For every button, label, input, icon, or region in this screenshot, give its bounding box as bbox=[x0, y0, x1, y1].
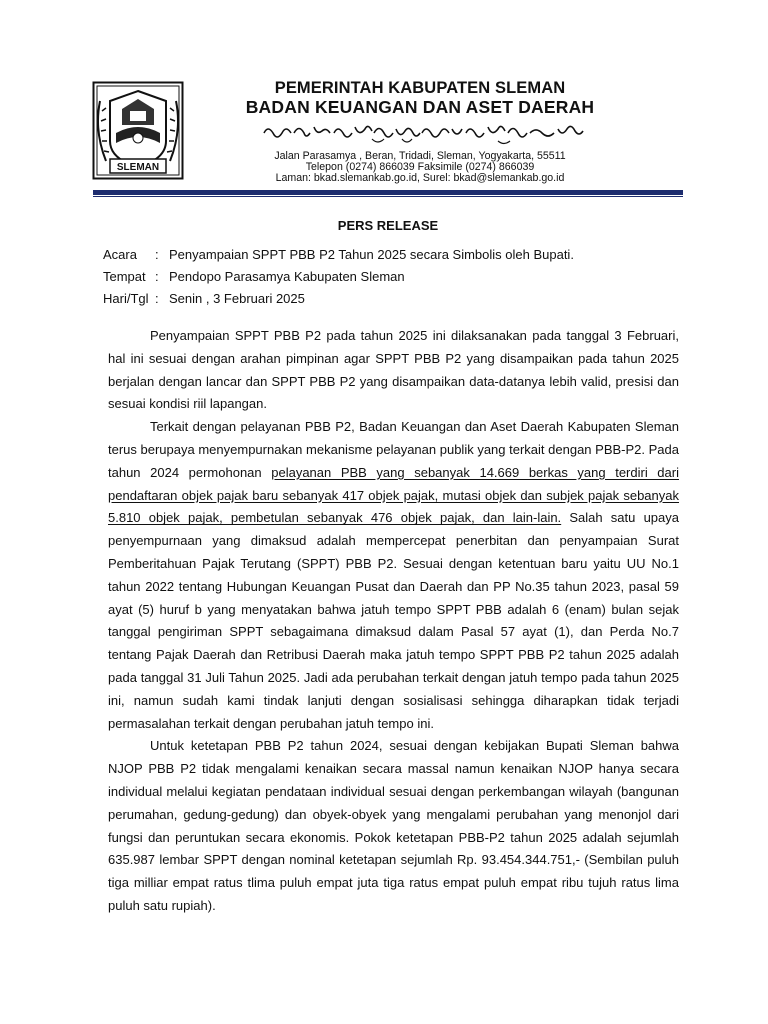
letterhead-rule-thin bbox=[93, 196, 683, 197]
javanese-script-agency-name bbox=[262, 121, 592, 147]
meta-value: Pendopo Parasamya Kabupaten Sleman bbox=[169, 269, 405, 284]
paragraph-1: Penyampaian SPPT PBB P2 pada tahun 2025 ini dilaksanakan pada tanggal 3 Februari, hal ini sesuai dengan arahan pimpinan agar SPPT PBB P2 yang disampaikan pada tahun 2025 berjalan dengan lancar dan SPPT PBB P2 yang disampaikan data-datanya lebih valid, presisi dan sesuai kondisi riil lapangan. bbox=[108, 328, 679, 412]
meta-value: Senin , 3 Februari 2025 bbox=[169, 291, 305, 306]
government-name: PEMERINTAH KABUPATEN SLEMAN bbox=[274, 79, 566, 97]
meta-colon: : bbox=[155, 247, 159, 262]
svg-text:SLEMAN: SLEMAN bbox=[116, 162, 160, 173]
press-release-body bbox=[108, 325, 679, 918]
meta-row-tempat bbox=[103, 269, 405, 284]
letterhead-phone: Telepon (0274) 866039 Faksimile (0274) 866039 bbox=[305, 161, 535, 173]
meta-key: Acara bbox=[103, 247, 137, 262]
meta-key: Hari/Tgl bbox=[103, 291, 149, 306]
meta-key: Tempat bbox=[103, 269, 146, 284]
agency-name: BADAN KEUANGAN DAN ASET DAERAH bbox=[245, 97, 595, 117]
paragraph-2-intro: Terkait dengan pelayanan PBB P2, Badan Keuangan dan Aset Daerah Kabupaten Sleman terus berupaya menyempurnakan mekanisme pelayanan publik yang terkait dengan PBB-P2. Pada tahun 2024 permohonan bbox=[108, 419, 679, 480]
letterhead-rule-thick bbox=[93, 190, 683, 195]
meta-value: Penyampaian SPPT PBB P2 Tahun 2025 secara Simbolis oleh Bupati. bbox=[169, 247, 574, 262]
paragraph-3: Untuk ketetapan PBB P2 tahun 2024, sesuai dengan kebijakan Bupati Sleman bahwa NJOP PBB P2 tidak mengalami kenaikan secara massal namun kenaikan NJOP hanya secara individual melalui kegiatan pendataan individual sesuai dengan perkembangan wilayah (bangunan perumahan, gedung-gedung) dan obyek-obyek yang mengalami perubahan yang menonjol dari fungsi dan peruntukan secara ekonomis. Pokok ketetapan PBB-P2 tahun 2025 adalah sejumlah 635.987 lembar SPPT dengan nominal ketetapan sejumlah Rp. 93.454.344.751,- (Sembilan puluh tiga milliar empat ratus tlima puluh empat juta tiga ratus empat puluh empat ribu tujuh ratus lima puluh satu rupiah). bbox=[108, 738, 679, 913]
sleman-coat-of-arms-logo bbox=[92, 81, 184, 180]
meta-row-acara bbox=[103, 247, 574, 262]
paragraph-2-rest: Salah satu upaya penyempurnaan yang dimaksud adalah mempercepat penerbitan dan penyampaian Surat Pemberitahuan Pajak Terutang (SPPT) PBB P2. Sesuai dengan ketentuan baru yaitu UU No.1 tahun 2022 tentang Hubungan Keuangan Pusat dan Daerah dan PP No.35 tahun 2023, pasal 59 ayat (5) huruf b yang menyatakan bahwa jatuh tempo SPPT PBB adalah 6 (enam) bulan sejak tanggal pengiriman SPPT sebagaimana dimaksud dalam Pasal 57 ayat (1), dan Perda No.7 tentang Pajak Daerah dan Retribusi Daerah maka jatuh tempo SPPT PBB P2 tahun 2025 adalah pada tanggal 31 Juli Tahun 2025. Jadi ada perubahan terkait dengan jatuh tempo pada tahun 2025 ini, namun sudah kami tindak lanjuti dengan sosialisasi sehingga diharapkan tidak terjadi permasalahan terkait dengan perubahan jatuh tempo ini. bbox=[108, 510, 679, 731]
letterhead-web: Laman: bkad.slemankab.go.id, Surel: bkad@slemankab.go.id bbox=[275, 172, 565, 184]
meta-colon: : bbox=[155, 269, 159, 284]
paragraph-2-underlined: pelayanan PBB yang sebanyak 14.669 berkas yang terdiri dari pendaftaran objek pajak baru sebanyak 417 objek pajak, mutasi objek dan subjek pajak sebanyak 5.810 objek pajak, pembetulan sebanyak 476 objek pajak, dan lain-lain. bbox=[108, 464, 679, 526]
meta-row-hari-tgl bbox=[103, 291, 305, 306]
document-title: PERS RELEASE bbox=[337, 218, 439, 233]
letterhead-address: Jalan Parasamya , Beran, Tridadi, Sleman, Yogyakarta, 55511 bbox=[274, 150, 566, 162]
paragraph-2 bbox=[108, 416, 679, 735]
meta-colon: : bbox=[155, 291, 159, 306]
